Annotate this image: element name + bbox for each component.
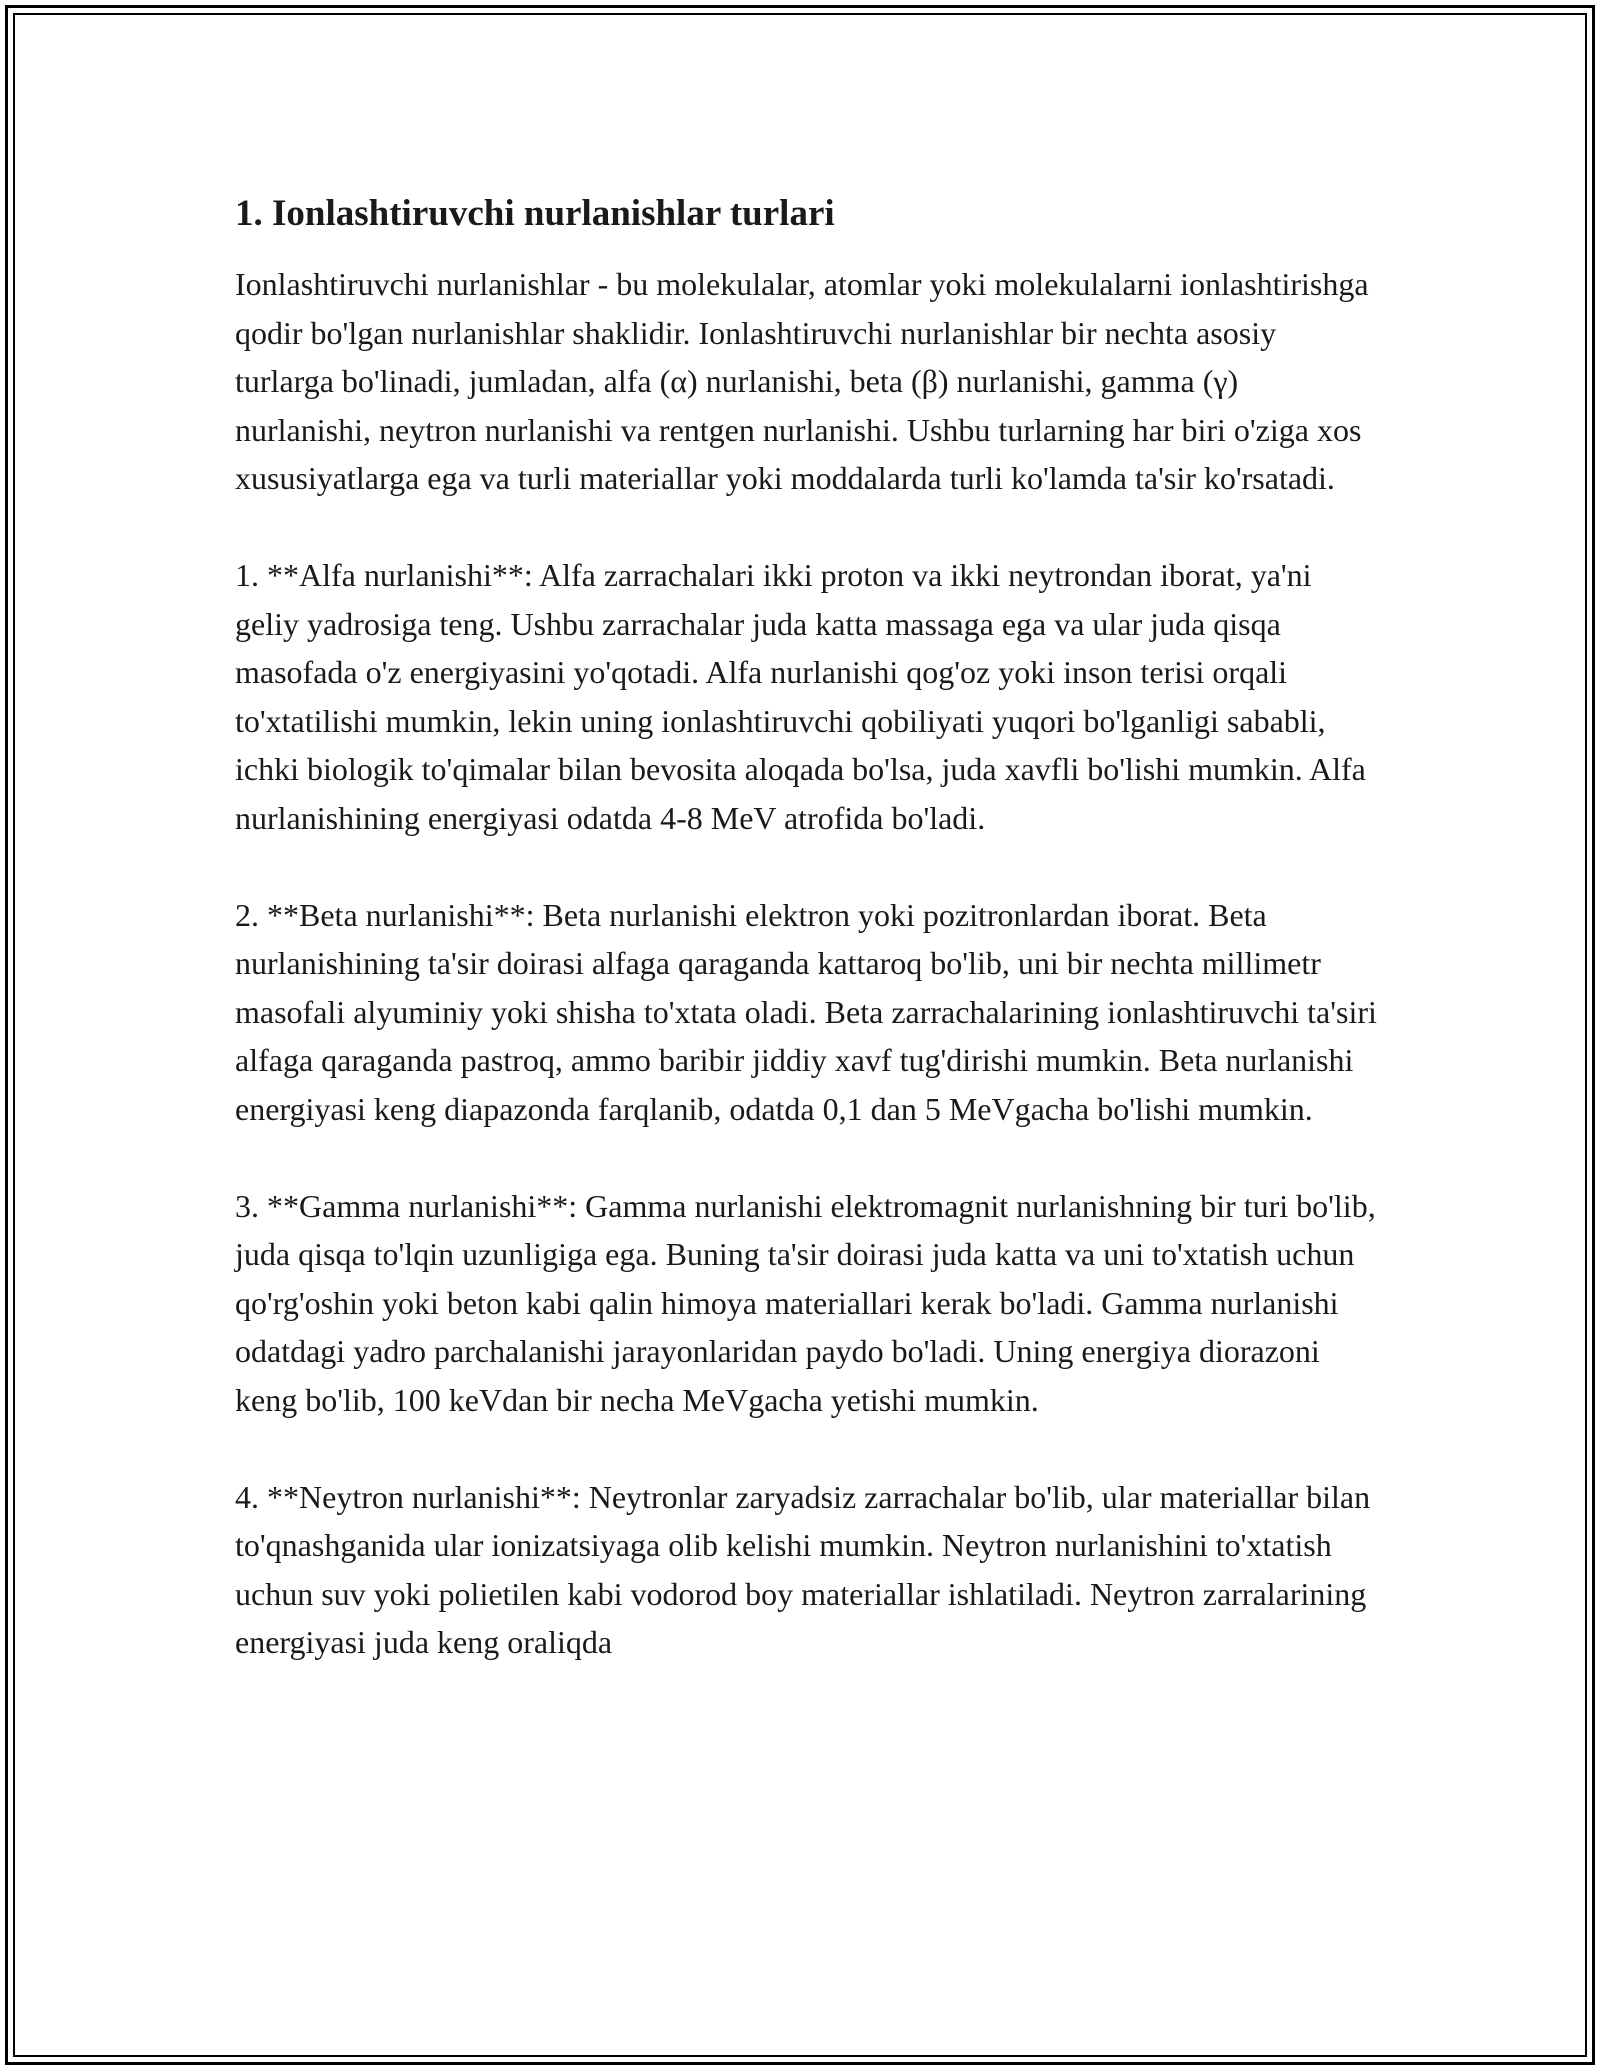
- neutron-radiation-paragraph: 4. **Neytron nurlanishi**: Neytronlar zaryadsiz zarrachalar bo'lib, ular materiallar bilan to'qnashganida ular ionizatsiyaga olib kelishi mumkin. Neytron nurlanishini to'xtatish uchun suv yoki polietilen kabi vodorod boy materiallar ishlatiladi. Neytron zarralarining energiyasi juda keng oraliqda: [235, 1478, 1371, 1660]
- beta-radiation-paragraph: 2. **Beta nurlanishi**: Beta nurlanishi elektron yoki pozitronlardan iborat. Beta nurlanishining ta'sir doirasi alfaga qaraganda kattaroq bo'lib, uni bir nechta millimetr masofali alyuminiy yoki shisha to'xtata oladi. Beta zarrachalarining ionlashtiruvchi ta'siri alfaga qaraganda pastroq, ammo baribir jiddiy xavf tug'dirishi mumkin. Beta nurlanishi energiyasi keng diapazonda farqlanib, odatda 0,1 dan 5 MeVgacha bo'lishi mumkin.: [235, 896, 1377, 1127]
- document-body: [235, 188, 1380, 1715]
- alpha-radiation-paragraph: 1. **Alfa nurlanishi**: Alfa zarrachalari ikki proton va ikki neytrondan iborat, ya'ni geliy yadrosiga teng. Ushbu zarrachalar juda katta massaga ega va ular juda qisqa masofada o'z energiyasini yo'qotadi. Alfa nurlanishi qog'oz yoki inson terisi orqali to'xtatilishi mumkin, lekin uning ionlashtiruvchi qobiliyati yuqori bo'lganligi sababli, ichki biologik to'qimalar bilan bevosita aloqada bo'lsa, juda xavfli bo'lishi mumkin. Alfa nurlanishining energiyasi odatda 4-8 MeV atrofida bo'ladi.: [235, 557, 1366, 836]
- section-heading: 1. Ionlashtiruvchi nurlanishlar turlari: [235, 193, 835, 234]
- intro-paragraph: Ionlashtiruvchi nurlanishlar - bu molekulalar, atomlar yoki molekulalarni ionlashtirishga qodir bo'lgan nurlanishlar shaklidir. Ionlashtiruvchi nurlanishlar bir nechta asosiy turlarga bo'linadi, jumladan, alfa (α) nurlanishi, beta (β) nurlanishi, gamma (γ) nurlanishi, neytron nurlanishi va rentgen nurlanishi. Ushbu turlarning har biri o'ziga xos xususiyatlarga ega va turli materiallar yoki moddalarda turli ko'lamda ta'sir ko'rsatadi.: [235, 266, 1369, 496]
- gamma-radiation-paragraph: 3. **Gamma nurlanishi**: Gamma nurlanishi elektromagnit nurlanishning bir turi bo'lib, juda qisqa to'lqin uzunligiga ega. Buning ta'sir doirasi juda katta va uni to'xtatish uchun qo'rg'oshin yoki beton kabi qalin himoya materiallari kerak bo'ladi. Gamma nurlanishi odatdagi yadro parchalanishi jarayonlaridan paydo bo'ladi. Uning energiya diorazoni keng bo'lib, 100 keVdan bir necha MeVgacha yetishi mumkin.: [235, 1187, 1376, 1418]
